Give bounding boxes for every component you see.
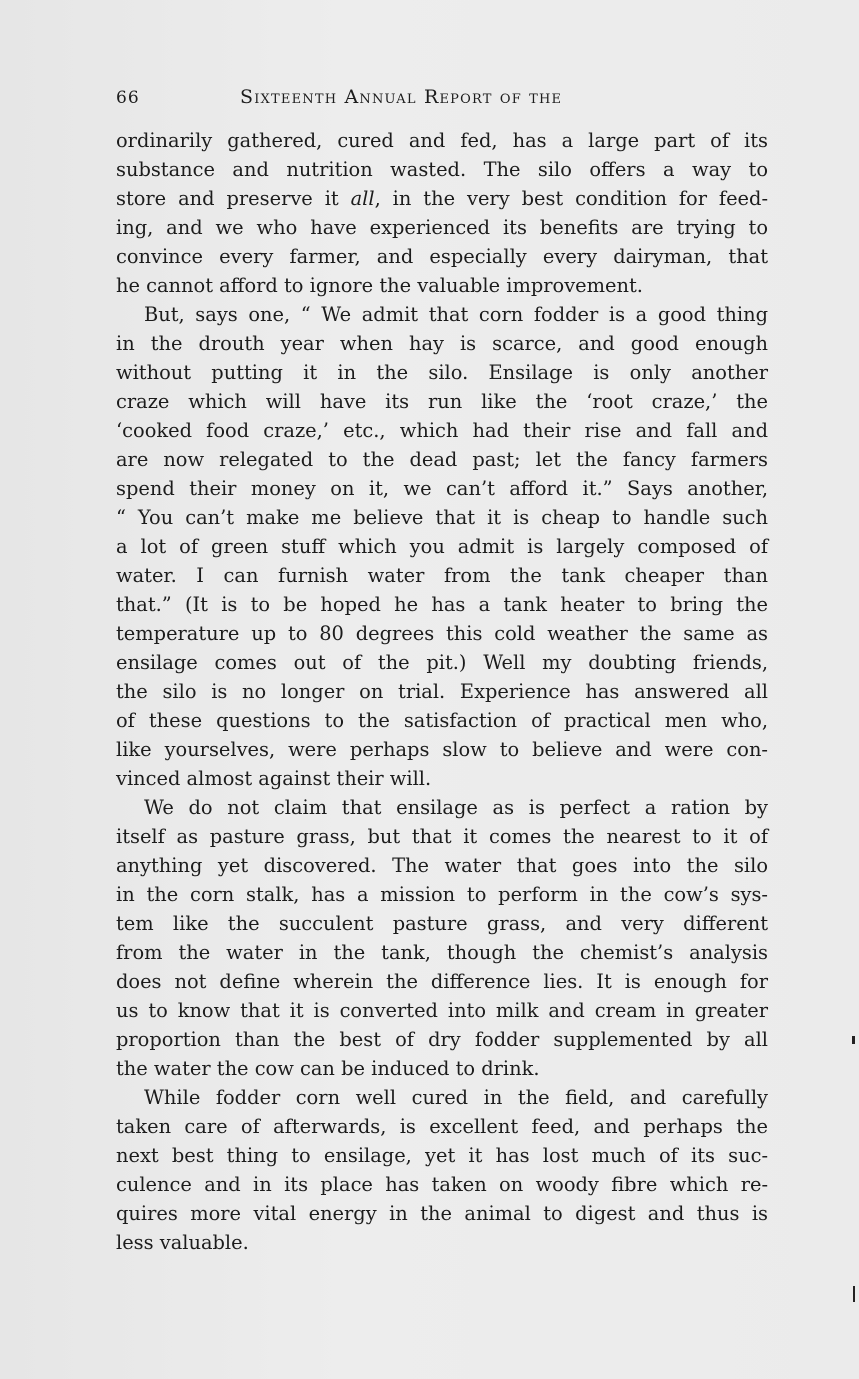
page-body: [116, 86, 768, 1257]
text-line: in the corn stalk, has a mission to perform in the cow’s sys-: [116, 883, 768, 906]
text-line: temperature up to 80 degrees this cold weather the same as: [116, 622, 768, 645]
text-line: of these questions to the satisfaction of practical men who,: [116, 709, 768, 732]
text-line: the water the cow can be induced to drink.: [116, 1057, 540, 1080]
edge-speck: [852, 1036, 855, 1044]
text-line: the silo is no longer on trial. Experience has answered all: [116, 680, 768, 703]
text-line: We do not claim that ensilage as is perfect a ration by: [144, 796, 768, 819]
text-line: water. I can furnish water from the tank cheaper than: [116, 564, 768, 587]
text-line: convince every farmer, and especially every dairyman, that: [116, 245, 768, 268]
text-line: “ You can’t make me believe that it is cheap to handle such: [116, 506, 768, 529]
page-number: 66: [116, 88, 140, 108]
text-line: does not define wherein the difference lies. It is enough for: [116, 970, 768, 993]
paragraph: [116, 1083, 768, 1257]
text-line: But, says one, “ We admit that corn fodder is a good thing: [144, 303, 768, 326]
text-line: taken care of afterwards, is excellent feed, and perhaps the: [116, 1115, 768, 1138]
text-line: culence and in its place has taken on woody fibre which re-: [116, 1173, 768, 1196]
text-line: next best thing to ensilage, yet it has lost much of its suc-: [116, 1144, 768, 1167]
text-line: tem like the succulent pasture grass, and very different: [116, 912, 768, 935]
text-line: ensilage comes out of the pit.) Well my doubting friends,: [116, 651, 768, 674]
text-line: ing, and we who have experienced its benefits are trying to: [116, 216, 768, 239]
text-line: ‘cooked food craze,’ etc., which had their rise and fall and: [116, 419, 768, 442]
edge-speck: [853, 1286, 855, 1302]
text-line: less valuable.: [116, 1231, 249, 1254]
text-line: substance and nutrition wasted. The silo offers a way to: [116, 158, 768, 181]
emphasis: all: [350, 187, 375, 210]
text-line: anything yet discovered. The water that goes into the silo: [116, 854, 768, 877]
text-line: us to know that it is converted into milk and cream in greater: [116, 999, 768, 1022]
text-line: vinced almost against their will.: [116, 767, 432, 790]
text-line: he cannot afford to ignore the valuable improvement.: [116, 274, 643, 297]
text-line: are now relegated to the dead past; let the fancy farmers: [116, 448, 768, 471]
text-line: While fodder corn well cured in the field, and carefully: [144, 1086, 768, 1109]
text-line: in the drouth year when hay is scarce, and good enough: [116, 332, 768, 355]
text-line: store and preserve it all, in the very best condition for feed-: [116, 187, 768, 210]
text-line: craze which will have its run like the ‘root craze,’ the: [116, 390, 768, 413]
text-line: spend their money on it, we can’t afford it.” Says another,: [116, 477, 768, 500]
text-line: without putting it in the silo. Ensilage is only another: [116, 361, 768, 384]
paragraph: [116, 300, 768, 793]
text-line: from the water in the tank, though the chemist’s analysis: [116, 941, 768, 964]
text-line: proportion than the best of dry fodder supplemented by all: [116, 1028, 768, 1051]
paragraph: [116, 126, 768, 300]
running-title: Sixteenth Annual Report of the: [240, 86, 563, 108]
paragraph: [116, 793, 768, 1083]
text-line: ordinarily gathered, cured and fed, has a large part of its: [116, 129, 768, 152]
text-line: like yourselves, were perhaps slow to believe and were con-: [116, 738, 768, 761]
text-line: quires more vital energy in the animal to digest and thus is: [116, 1202, 768, 1225]
running-head: [116, 86, 768, 126]
text-line: that.” (It is to be hoped he has a tank heater to bring the: [116, 593, 768, 616]
text-line: itself as pasture grass, but that it comes the nearest to it of: [116, 825, 768, 848]
text-line: a lot of green stuff which you admit is largely composed of: [116, 535, 768, 558]
